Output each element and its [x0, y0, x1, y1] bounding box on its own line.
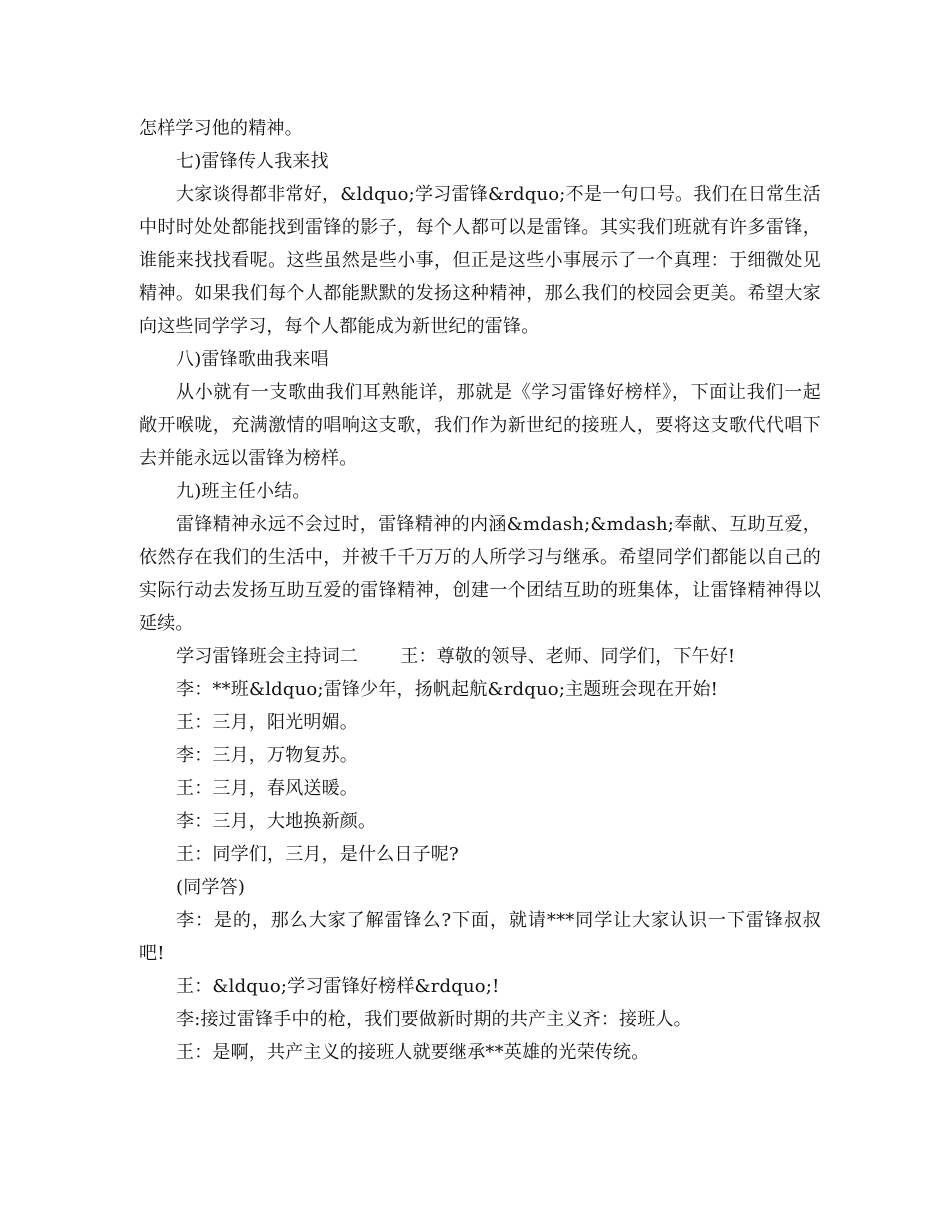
paragraph-1: 怎样学习他的精神。 — [139, 118, 303, 139]
section-heading-9: 九)班主任小结。 — [176, 481, 311, 502]
document-body — [139, 112, 821, 1069]
dialogue-line-wang-5: 王：&ldquo;学习雷锋好榜样&rdquo;! — [176, 976, 500, 997]
dialogue-line-li-1: 李：**班&ldquo;雷锋少年，扬帆起航&rdquo;主题班会现在开始! — [176, 679, 719, 700]
dialogue-line-wang-3: 王：三月，春风送暖。 — [176, 778, 358, 799]
paragraph-3: 大家谈得都非常好，&ldquo;学习雷锋&rdquo;不是一句口号。我们在日常生活中时时处处都能找到雷锋的影子，每个人都可以是雷锋。其实我们班就有许多雷锋，谁能来找找看呢。这些虽然是些小事，但正是这些小事展示了一个真理：于细微处见精神。如果我们每个人都能默默的发扬这种精神，那么我们的校园会更美。希望大家向这些同学学习，每个人都能成为新世纪的雷锋。 — [139, 184, 821, 337]
paragraph-5: 从小就有一支歌曲我们耳熟能详，那就是《学习雷锋好榜样》，下面让我们一起敞开喉咙，充满激情的唱响这支歌，我们作为新世纪的接班人，要将这支歌代代唱下去并能永远以雷锋为榜样。 — [139, 382, 821, 469]
section-heading-8: 八)雷锋歌曲我来唱 — [176, 349, 329, 370]
dialogue-line-li-5: 李:接过雷锋手中的枪，我们要做新时期的共产主义齐：接班人。 — [176, 1009, 692, 1030]
dialogue-line-li-2: 李：三月，万物复苏。 — [176, 745, 358, 766]
stage-direction: (同学答) — [176, 877, 246, 898]
dialogue-line-li-3: 李：三月，大地换新颜。 — [176, 811, 377, 832]
section-heading-7: 七)雷锋传人我来找 — [176, 151, 329, 172]
dialogue-line-wang-6: 王：是啊，共产主义的接班人就要继承**英雄的光荣传统。 — [176, 1042, 650, 1063]
dialogue-line-wang-2: 王：三月，阳光明媚。 — [176, 712, 358, 733]
paragraph-7: 雷锋精神永远不会过时，雷锋精神的内涵&mdash;&mdash;奉献、互助互爱，依然存在我们的生活中，并被千千万万的人所学习与继承。希望同学们都能以自己的实际行动去发扬互助互爱的雷锋精神，创建一个团结互助的班集体，让雷锋精神得以延续。 — [139, 514, 821, 634]
dialogue-line-wang-4: 王：同学们，三月，是什么日子呢? — [176, 844, 459, 865]
section-title-host-script-2: 学习雷锋班会主持词二 王：尊敬的领导、老师、同学们，下午好! — [176, 646, 736, 667]
dialogue-line-li-4: 李：是的，那么大家了解雷锋么?下面，就请***同学让大家认识一下雷锋叔叔吧! — [139, 910, 821, 964]
